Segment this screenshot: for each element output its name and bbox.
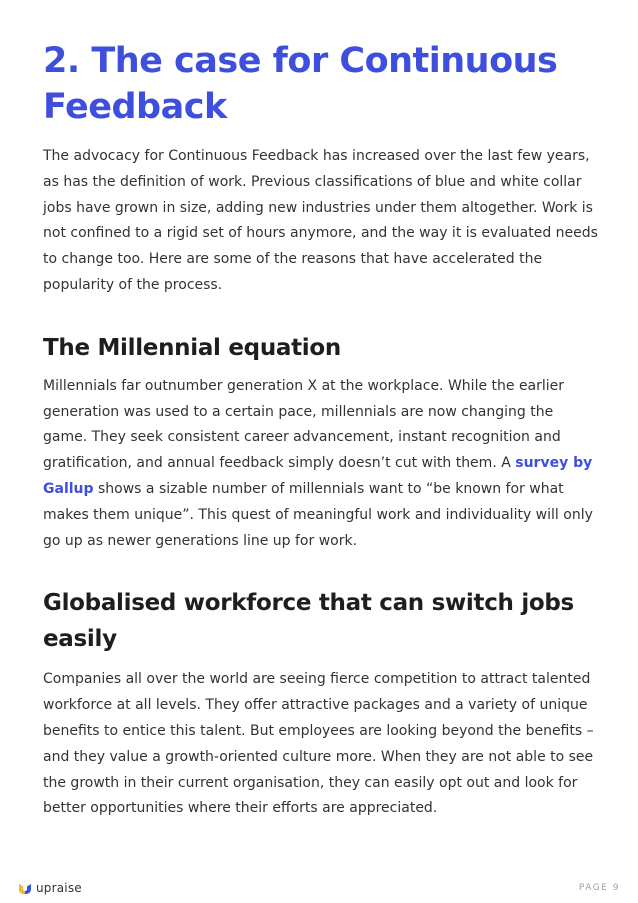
upraise-logo-icon [18,881,32,895]
document-page [43,38,599,822]
brand-logo [18,881,82,895]
page-number: PAGE 9 [578,883,620,893]
page-footer [0,867,638,903]
brand-name: upraise [36,881,82,895]
globalised-paragraph: Companies all over the world are seeing fierce competition to attract talented workforce at all levels. They offer attractive packages and a variety of unique benefits to entice this talent. But employees are looking beyond the benefits – and they value a growth-oriented culture more. When they are not able to see the growth in their current organisation, they can easily opt out and look for better opportunities where their efforts are appreciated. [43,671,594,817]
section-heading-millennial: The Millennial equation [43,334,341,361]
page-title: 2. The case for Continuous Feedback [43,41,558,127]
intro-paragraph: The advocacy for Continuous Feedback has increased over the last few years, as has the definition of work. Previous classifications of blue and white collar jobs have grown in size, adding new industries under them altogether. Work is not confined to a rigid set of hours anymore, and the way it is evaluated needs to change too. Here are some of the reasons that have accelerated the popularity of the process. [43,148,598,293]
millennial-text-before-link: Millennials far outnumber generation X at the workplace. While the earlier generation was used to a certain pace, millennials are now changing the game. They seek consistent career advancement, instant recognition and gratification, and annual feedback simply doesn’t cut with them. A [43,377,565,472]
millennial-paragraph [43,374,599,555]
section-heading-globalised: Globalised workforce that can switch jobs easily [43,590,574,653]
gallup-survey-link[interactable]: survey by Gallup [43,455,593,497]
millennial-text-after-link: shows a sizable number of millennials want to “be known for what makes them unique”. This quest of meaningful work and individuality will only go up as newer generations line up for work. [43,480,593,549]
